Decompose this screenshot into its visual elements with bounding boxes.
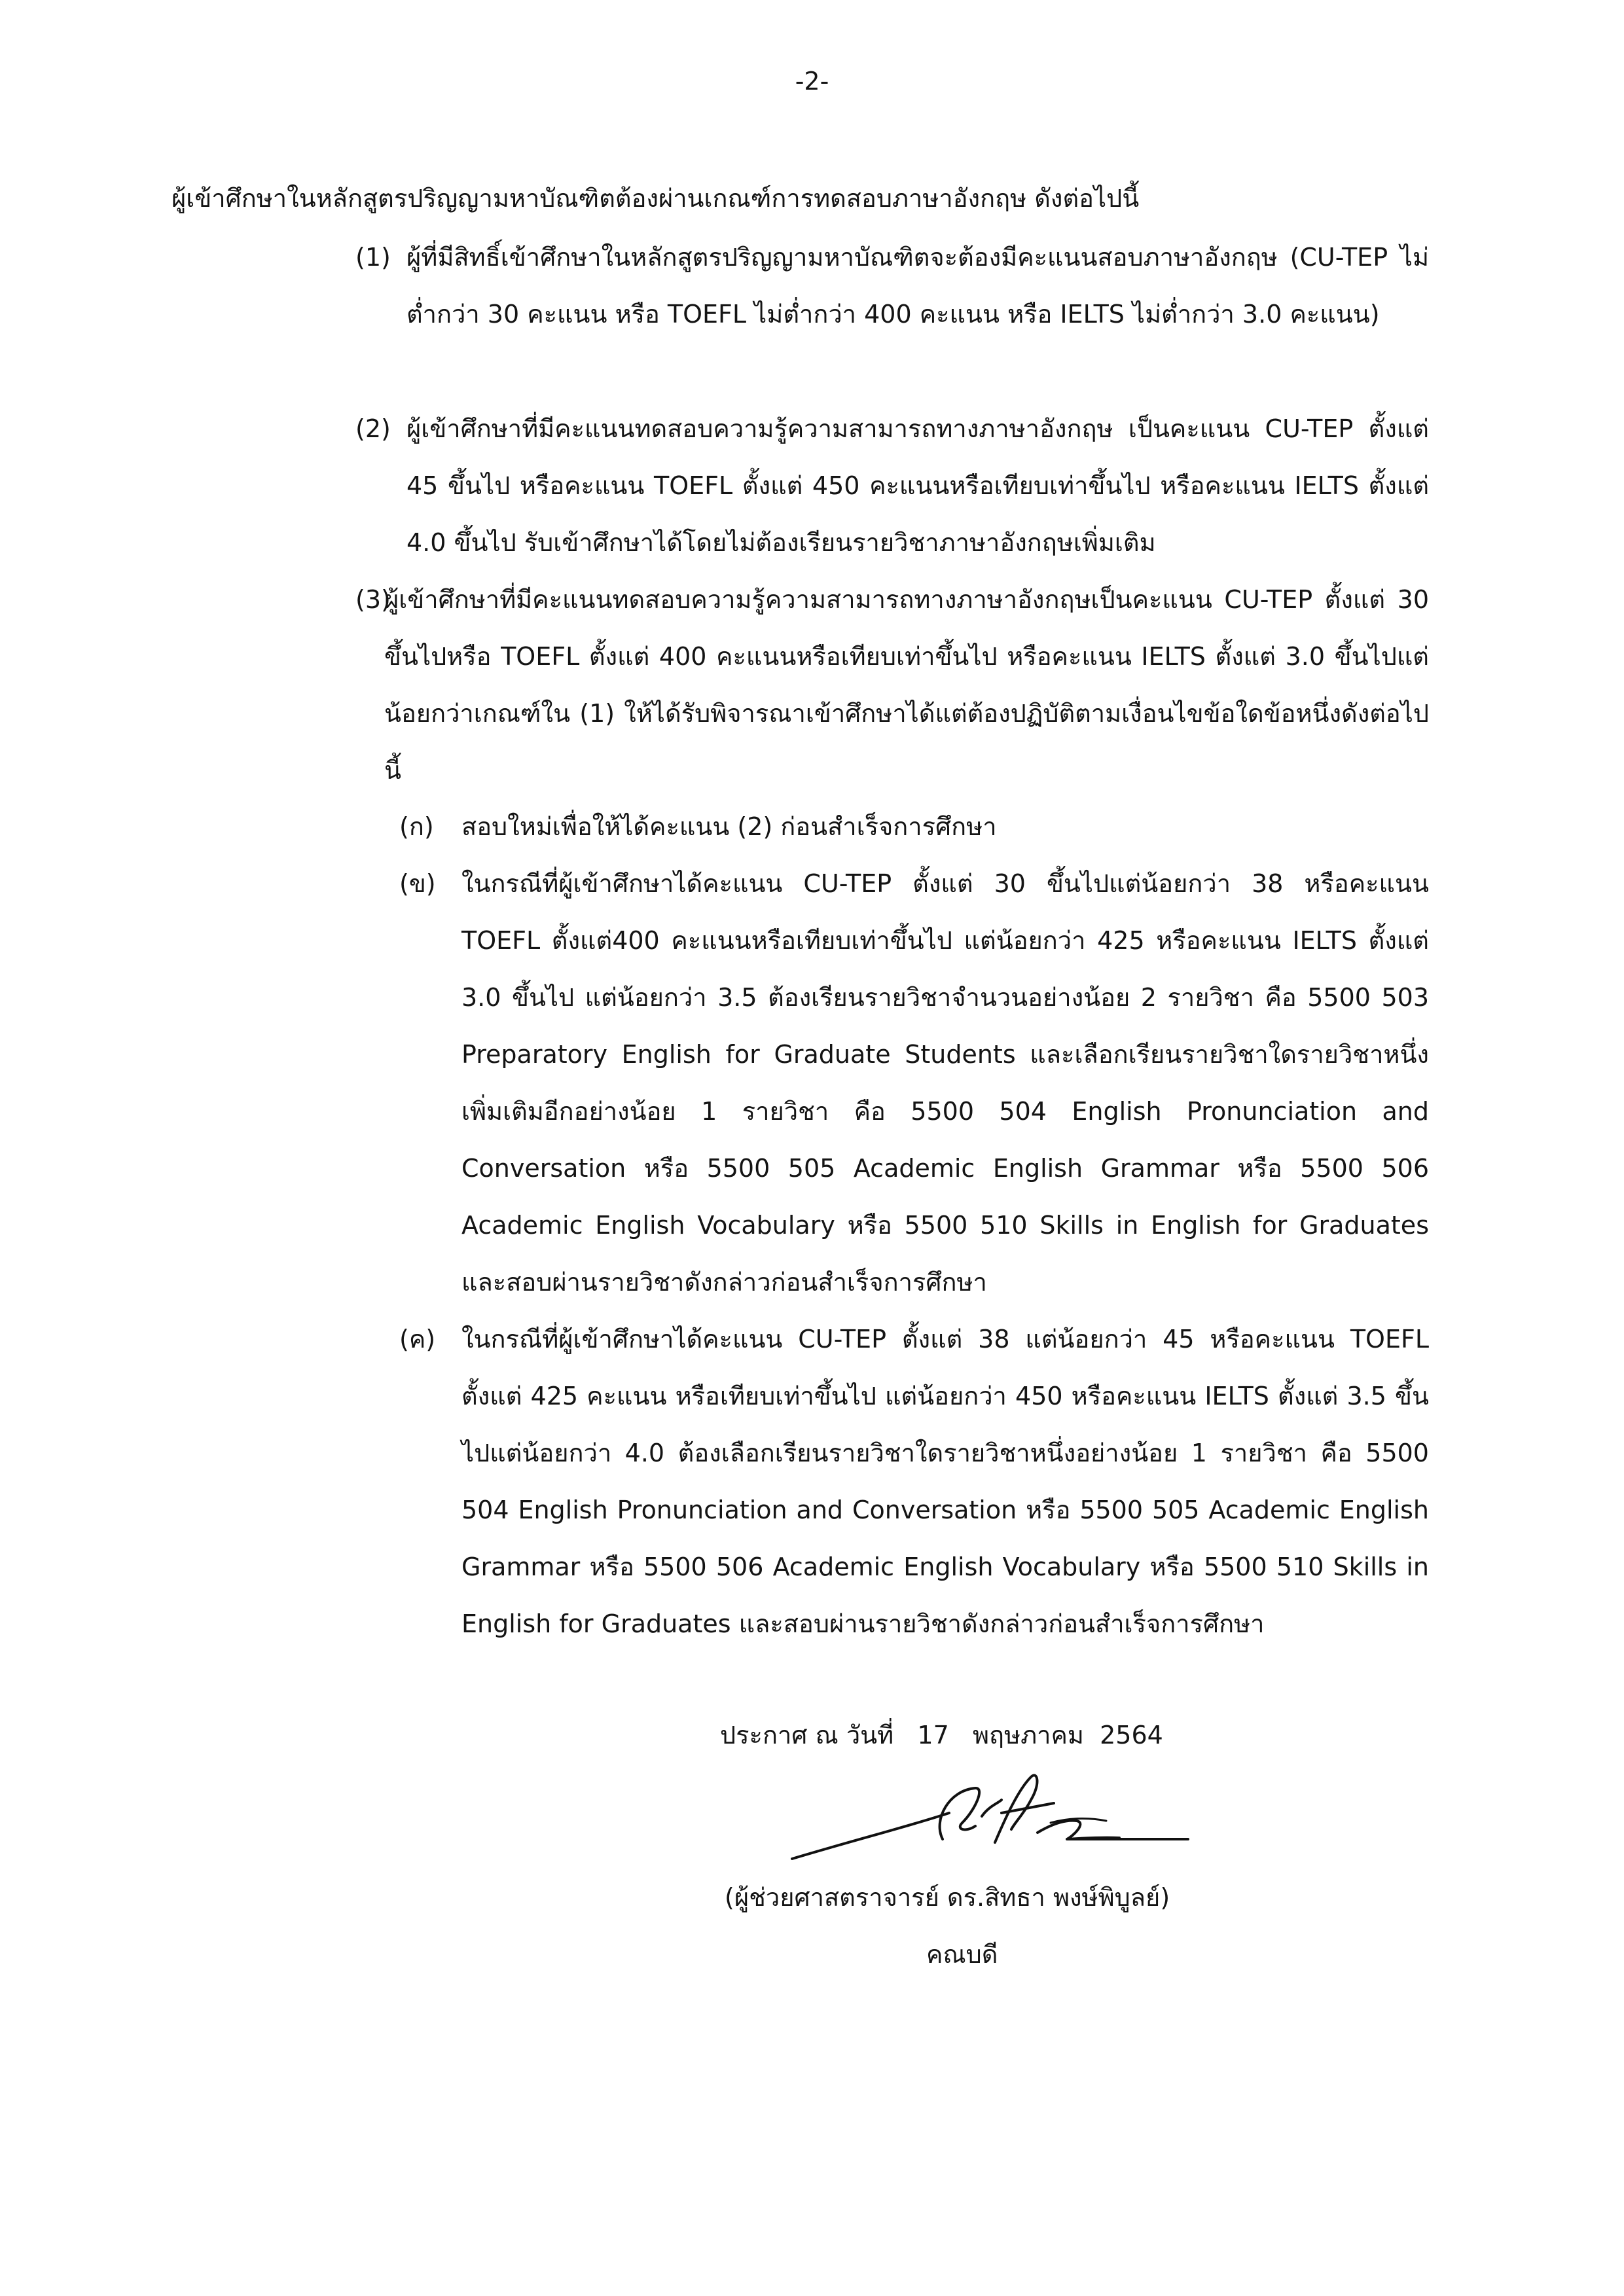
page-number: -2-	[795, 67, 829, 96]
sub-item-text: ในกรณีที่ผู้เข้าศึกษาได้คะแนน CU-TEP ตั้งแต่ 30 ขึ้นไปแต่น้อยกว่า 38 หรือคะแนน TOEFL ตั้งแต่400 คะแนนหรือเทียบเท่าขึ้นไป แต่น้อยกว่า 425 หรือคะแนน IELTS ตั้งแต่ 3.0 ขึ้นไป แต่น้อยกว่า 3.5 ต้องเรียนรายวิชาจำนวนอย่างน้อย 2 รายวิชา คือ 5500 503 Preparatory English for Graduate Students และเลือกเรียนรายวิชาใดรายวิชาหนึ่งเพิ่มเติมอีกอย่างน้อย 1 รายวิชา คือ 5500 504 English Pronunciation and Conversation หรือ 5500 505 Academic English Grammar หรือ 5500 506 Academic English Vocabulary หรือ 5500 510 Skills in English for Graduates และสอบผ่านรายวิชาดังกล่าวก่อนสำเร็จการศึกษา	[461, 869, 1429, 1297]
sub-item-text: ในกรณีที่ผู้เข้าศึกษาได้คะแนน CU-TEP ตั้งแต่ 38 แต่น้อยกว่า 45 หรือคะแนน TOEFL ตั้งแต่ 425 คะแนน หรือเทียบเท่าขึ้นไป แต่น้อยกว่า 450 หรือคะแนน IELTS ตั้งแต่ 3.5 ขึ้นไปแต่น้อยกว่า 4.0 ต้องเลือกเรียนรายวิชาใดรายวิชาหนึ่งอย่างน้อย 1 รายวิชา คือ 5500 504 English Pronunciation and Conversation หรือ 5500 505 Academic English Grammar หรือ 5500 506 Academic English Vocabulary หรือ 5500 510 Skills in English for Graduates และสอบผ่านรายวิชาดังกล่าวก่อนสำเร็จการศึกษา	[461, 1325, 1429, 1638]
signer-name: (ผู้ช่วยศาสตราจารย์ ดร.สิทธา พงษ์พิบูลย์)	[725, 1883, 1170, 1912]
item-text: ผู้ที่มีสิทธิ์เข้าศึกษาในหลักสูตรปริญญามหาบัณฑิตจะต้องมีคะแนนสอบภาษาอังกฤษ (CU-TEP ไม่ต่ำกว่า 30 คะแนน หรือ TOEFL ไม่ต่ำกว่า 400 คะแนน หรือ IELTS ไม่ต่ำกว่า 3.0 คะแนน)	[406, 243, 1429, 329]
announcement-date: ประกาศ ณ วันที่ 17 พฤษภาคม 2564	[720, 1721, 1163, 1749]
item-text: ผู้เข้าศึกษาที่มีคะแนนทดสอบความรู้ความสามารถทางภาษาอังกฤษเป็นคะแนน CU-TEP ตั้งแต่ 30 ขึ้นไปหรือ TOEFL ตั้งแต่ 400 คะแนนหรือเทียบเท่าขึ้นไป หรือคะแนน IELTS ตั้งแต่ 3.0 ขึ้นไปแต่น้อยกว่าเกณฑ์ใน (1) ให้ได้รับพิจารณาเข้าศึกษาได้แต่ต้องปฏิบัติตามเงื่อนไขข้อใดข้อหนึ่งดังต่อไปนี้	[384, 585, 1429, 785]
sub-item-number: (ก)	[399, 812, 434, 841]
item-number: (1)	[355, 243, 391, 272]
item-number: (3)	[355, 585, 391, 614]
sub-item-number: (ข)	[399, 869, 436, 898]
sub-item-text: สอบใหม่เพื่อให้ได้คะแนน (2) ก่อนสำเร็จการศึกษา	[461, 812, 997, 841]
intro-paragraph: ผู้เข้าศึกษาในหลักสูตรปริญญามหาบัณฑิตต้องผ่านเกณฑ์การทดสอบภาษาอังกฤษ ดังต่อไปนี้	[171, 184, 1140, 213]
sub-item-number: (ค)	[399, 1325, 436, 1354]
item-number: (2)	[355, 414, 391, 443]
signer-title: คณบดี	[926, 1940, 998, 1969]
item-text: ผู้เข้าศึกษาที่มีคะแนนทดสอบความรู้ความสามารถทางภาษาอังกฤษ เป็นคะแนน CU-TEP ตั้งแต่ 45 ขึ้นไป หรือคะแนน TOEFL ตั้งแต่ 450 คะแนนหรือเทียบเท่าขึ้นไป หรือคะแนน IELTS ตั้งแต่ 4.0 ขึ้นไป รับเข้าศึกษาได้โดยไม่ต้องเรียนรายวิชาภาษาอังกฤษเพิ่มเติม	[406, 414, 1429, 557]
signature-image	[779, 1761, 1198, 1865]
